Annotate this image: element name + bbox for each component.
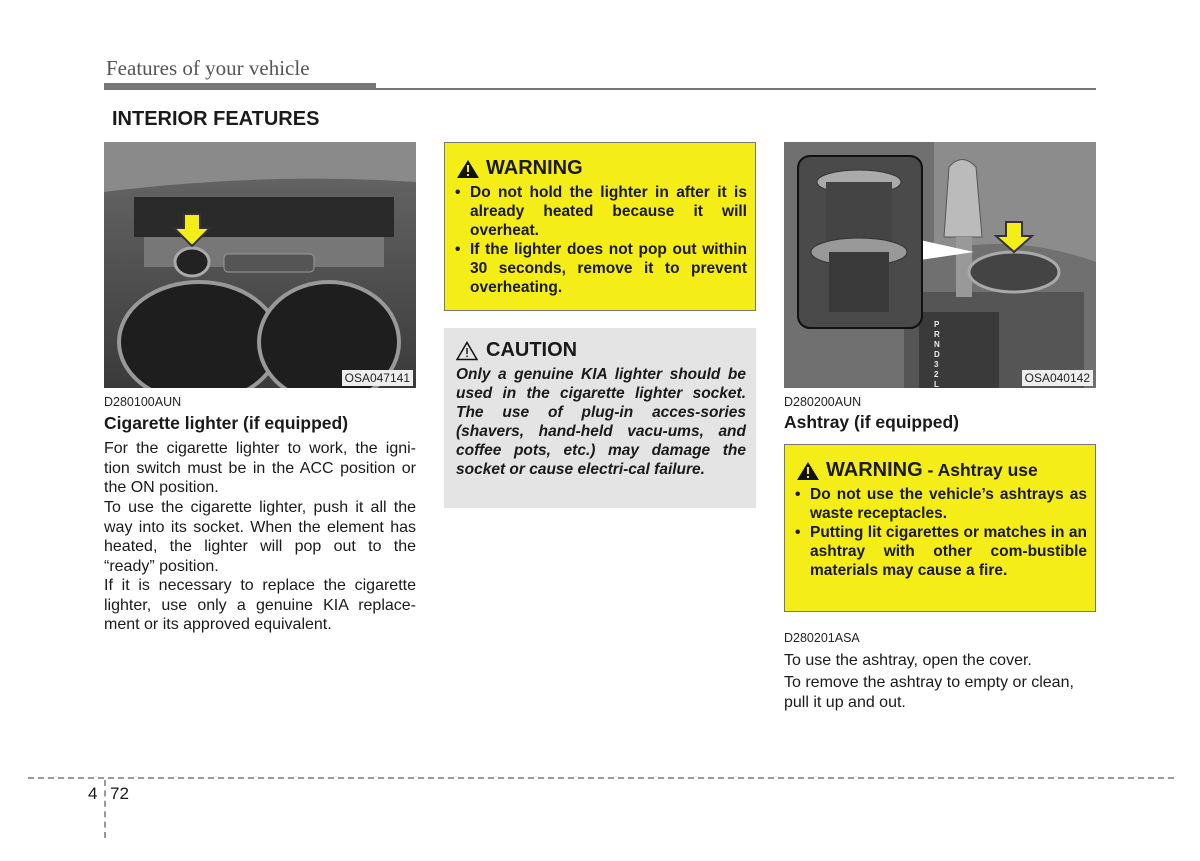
ref-code: D280100AUN <box>104 395 182 409</box>
warning-box-ashtray <box>784 444 1096 612</box>
warning-title: WARNING <box>826 459 923 481</box>
ashtray-paragraph: To use the ashtray, open the cover. <box>784 652 1032 669</box>
ref-code: D280201ASA <box>784 631 860 645</box>
ashtray-heading: Ashtray (if equipped) <box>784 412 960 432</box>
shift-label: R <box>934 330 940 339</box>
photo-code: OSA040142 <box>1022 370 1093 386</box>
shift-label: D <box>934 350 940 359</box>
shift-label: 3 <box>934 360 939 369</box>
shift-label: 2 <box>934 370 939 379</box>
shift-pattern-labels <box>934 320 940 388</box>
lighter-photo <box>104 142 416 388</box>
warning-title: WARNING <box>486 157 583 179</box>
lighter-heading: Cigarette lighter (if equipped) <box>104 413 349 433</box>
warning-item: • Do not use the vehicle’s ashtrays as waste receptacles. <box>793 485 1087 523</box>
warning-header <box>796 459 1038 482</box>
footer-divider <box>104 780 106 838</box>
ashtray-photo <box>784 142 1096 388</box>
warning-item: • Do not hold the lighter in after it is already heated because it will overheat. <box>453 183 747 240</box>
shift-label: L <box>934 380 939 388</box>
lighter-paragraph: To use the cigarette lighter, push it all the way into its socket. When the element has heated, the lighter will pop out to the “ready” position. <box>104 499 416 575</box>
caution-header <box>456 339 577 362</box>
caution-box <box>444 328 756 508</box>
warning-list <box>453 183 747 297</box>
warning-header <box>456 157 583 180</box>
page-number: 72 <box>110 784 129 803</box>
warning-triangle-icon <box>796 461 820 481</box>
warning-list <box>793 485 1087 580</box>
warning-item: • If the lighter does not pop out within 30 seconds, remove it to prevent overheating. <box>453 240 747 297</box>
ashtray-paragraph: To remove the ashtray to empty or clean, pull it up and out. <box>784 674 1074 711</box>
caution-text: Only a genuine KIA lighter should be used in the cigarette lighter socket. The use of plug-in acces-sories (shavers, hand-held vacu-ums, and coffee pots, etc.) may damage the socket or cause electri-cal failure. <box>456 366 746 478</box>
footer-rule <box>28 777 1174 779</box>
shift-label: N <box>934 340 940 349</box>
caution-title: CAUTION <box>486 339 578 361</box>
photo-code: OSA047141 <box>342 370 413 386</box>
chapter-number: 4 <box>88 784 98 803</box>
lighter-paragraph: If it is necessary to replace the cigarette lighter, use only a genuine KIA replace-ment or its approved equivalent. <box>104 577 416 633</box>
warning-item: • Putting lit cigarettes or matches in an ashtray with other com-bustible materials may cause a fire. <box>793 523 1087 580</box>
warning-box-lighter <box>444 142 756 311</box>
shift-label: P <box>934 320 940 329</box>
ref-code: D280200AUN <box>784 395 862 409</box>
warning-triangle-icon <box>456 159 480 179</box>
header-rule <box>104 88 1096 90</box>
section-title: INTERIOR FEATURES <box>112 108 320 130</box>
caution-triangle-icon <box>456 341 478 361</box>
warning-subtitle: - Ashtray use <box>922 460 1038 480</box>
running-header: Features of your vehicle <box>106 56 310 80</box>
lighter-paragraph: For the cigarette lighter to work, the igni-tion switch must be in the ACC position or the ON position. <box>104 440 416 496</box>
